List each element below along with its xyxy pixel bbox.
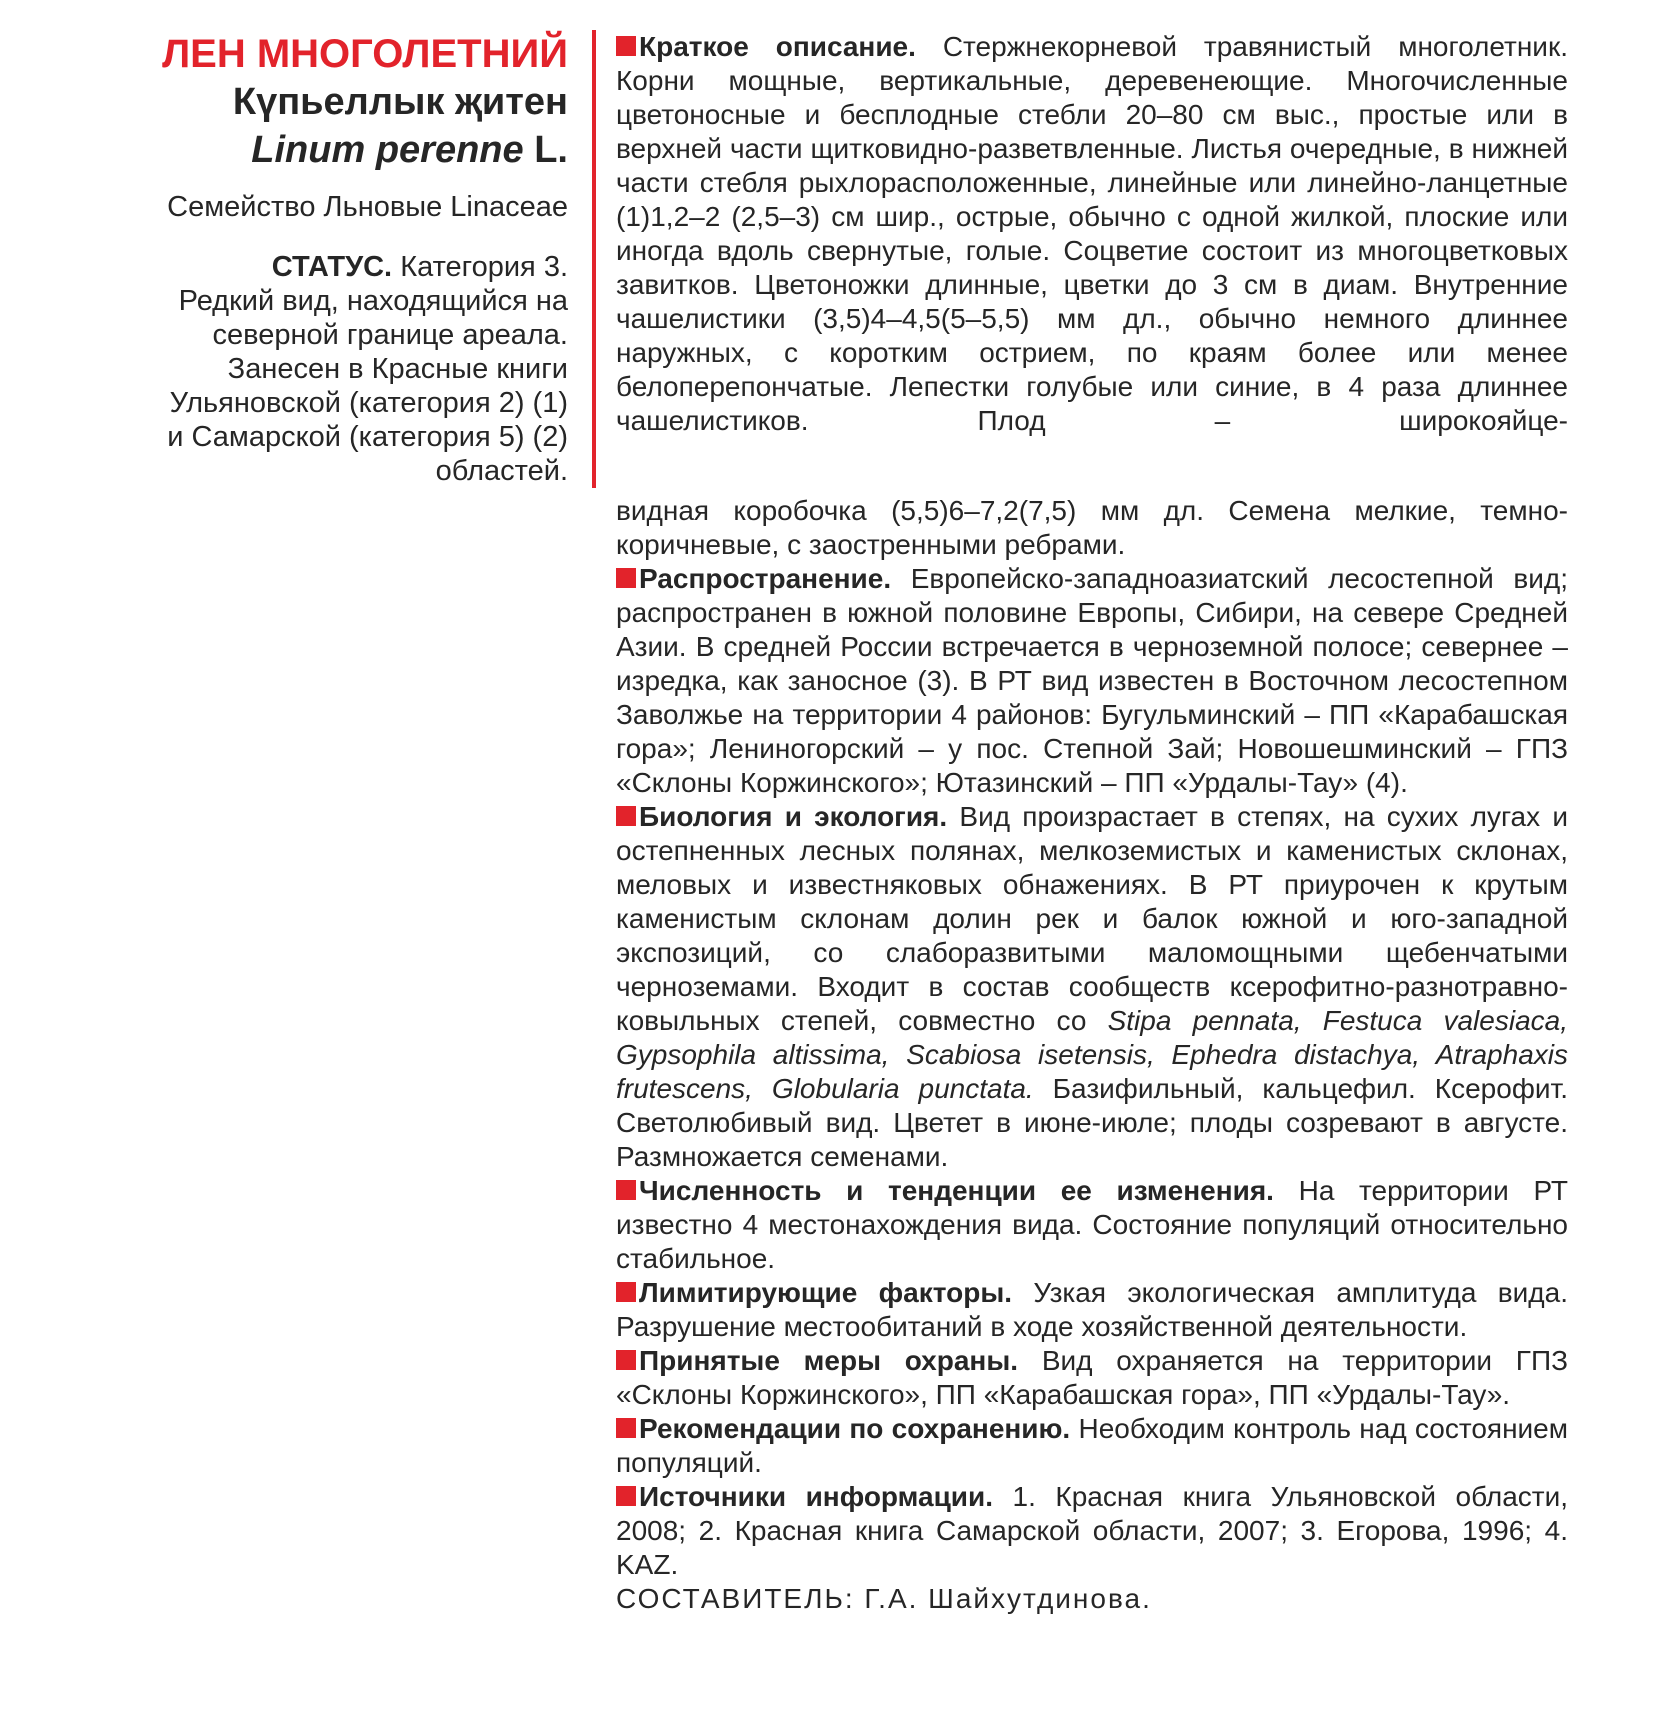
section-text: Стержнекорневой травянистый многолетник. Корни мощные, вертикальные, деревенеющие. Многочисленные цветоносные и бесплодные стебли 20–80 см выс., простые или в верхней части щитковидно-разветвленные. Листья очередные, в нижней части стебля рыхлорасположенные, линейные или линейно-ланцетные (1)1,2–2 (2,5–3) см шир., острые, обычно с одной жилкой, плоские или иногда вдоль свернутые, голые. Соцветие состоит из многоцветковых завитков. Цветоножки длинные, цветки до 3 см в диам. Внутренние чашелистики (3,5)4–4,5(5–5,5) мм дл., обычно немного длиннее наружных, с коротким острием, по краям более или менее белоперепончатые. Лепестки голубые или синие, в 4 раза длиннее чашелистиков. Плод – широкояйце- [616, 31, 1568, 436]
status-line [118, 454, 568, 488]
section-bullet-icon [616, 806, 636, 826]
column-divider [592, 30, 596, 488]
compiler-line [616, 1582, 1568, 1616]
section-paragraph [616, 800, 1568, 1174]
section-heading: Распространение. [639, 563, 892, 594]
status-label: СТАТУС. [271, 251, 393, 283]
compiler-name: Г.А. Шайхутдинова. [864, 1583, 1152, 1614]
section-bullet-icon [616, 1486, 636, 1506]
section-text: Европейско-западноазиатский лесостепной вид; распространен в южной половине Европы, Сибири, на севере Средней Азии. В средней России встречается в черноземной полосе; севернее – изредка, как заносное (3). В РТ вид известен в Восточном лесостепном Заволжье на территории 4 районов: Бугульминский – ПП «Карабашская гора»; Лениногорский – у пос. Степной Зай; Новошешминский – ГПЗ «Склоны Коржинского»; Ютазинский – ПП «Урдалы-Тау» (4). [616, 563, 1568, 798]
status-line [118, 386, 568, 420]
latin-name: Linum perenne [251, 129, 524, 171]
latin-species-names: Stipa pennata, Festuca valesiaca, Gypsophila altissima, Scabiosa isetensis, Ephedra distachya, Atraphaxis frutescens, Globularia punctata. [616, 1005, 1568, 1104]
status-text: Занесен в Красные книги [227, 353, 568, 385]
section-paragraph [616, 562, 1568, 800]
section-paragraph [616, 1480, 1568, 1582]
section-text: Вид охраняется на территории ГПЗ «Склоны Коржинского», ПП «Карабашская гора», ПП «Урдалы-Тау». [616, 1345, 1569, 1410]
section-heading: Биология и экология. [639, 801, 948, 832]
section-bullet-icon [616, 1350, 636, 1370]
section-bullet-icon [616, 36, 636, 56]
section-bullet-icon [616, 1180, 636, 1200]
status-text: и Самарской (категория 5) (2) [167, 421, 568, 453]
section-bullet-icon [616, 1418, 636, 1438]
status-text: Категория 3. [400, 251, 568, 283]
section-paragraph [616, 1412, 1568, 1480]
section-bullet-icon [616, 568, 636, 588]
section-heading: Лимитирующие факторы. [639, 1277, 1013, 1308]
species-title-latin [118, 126, 568, 174]
section-text: 1. Красная книга Ульяновской области, 2008; 2. Красная книга Самарской области, 2007; 3. Егорова, 1996; 4. KAZ. [616, 1481, 1569, 1580]
section-heading: Принятые меры охраны. [639, 1345, 1019, 1376]
status-text: Ульяновской (категория 2) (1) [169, 387, 568, 419]
latin-author: L. [534, 129, 568, 171]
section-paragraph [616, 1174, 1568, 1276]
status-text: северной границе ареала. [212, 319, 568, 351]
status-line [118, 352, 568, 386]
status-block [118, 250, 568, 488]
article-intro [616, 30, 1568, 488]
intro-paragraph [616, 30, 1568, 438]
species-title-tatar: Күпьеллык җитен [232, 81, 568, 123]
status-line [118, 420, 568, 454]
status-text: Редкий вид, находящийся на [178, 285, 568, 317]
section-heading: Источники информации. [639, 1481, 993, 1512]
section-heading: Рекомендации по сохранению. [639, 1413, 1071, 1444]
section-text: видная коробочка (5,5)6–7,2(7,5) мм дл. Семена мелкие, темно-коричневые, с заостренными ребрами. [616, 495, 1568, 560]
section-text: Вид произрастает в степях, на сухих лугах и остепненных лесных полянах, мелкоземистых и каменистых склонах, меловых и известняковых обнажениях. В РТ приурочен к крутым каменистым склонам долин рек и балок южной и юго-западной экспозиций, со слаборазвитыми маломощными щебенчатыми черноземами. Входит в состав сообществ ксерофитно-разнотравно-ковыльных степей, совместно со [616, 801, 1568, 1036]
status-text: областей. [435, 455, 568, 487]
compiler-label: СОСТАВИТЕЛЬ: [616, 1583, 855, 1614]
section-heading: Краткое описание. [639, 31, 916, 62]
family-line: Семейство Льновые Linaceae [167, 191, 568, 223]
section-paragraph [616, 1344, 1568, 1412]
intro-continuation [616, 494, 1568, 562]
species-panel [118, 30, 568, 488]
section-text: Узкая экологическая амплитуда вида. Разрушение местообитаний в ходе хозяйственной деятельности. [616, 1277, 1568, 1342]
article-body [616, 488, 1568, 1616]
section-text: Базифильный, кальцефил. Ксерофит. Светолюбивый вид. Цветет в июне-июле; плоды созревают в августе. Размножается семенами. [616, 1073, 1568, 1172]
status-line [118, 250, 568, 284]
status-line [118, 284, 568, 318]
section-bullet-icon [616, 1282, 636, 1302]
top-row [118, 0, 1568, 488]
section-paragraph [616, 1276, 1568, 1344]
section-text: Необходим контроль над состоянием популяций. [616, 1413, 1568, 1478]
section-text: На территории РТ известно 4 местонахождения вида. Состояние популяций относительно стабильное. [616, 1175, 1568, 1274]
status-line [118, 318, 568, 352]
species-title-ru: ЛЕН МНОГОЛЕТНИЙ [162, 32, 568, 76]
section-heading: Численность и тенденции ее изменения. [639, 1175, 1274, 1206]
